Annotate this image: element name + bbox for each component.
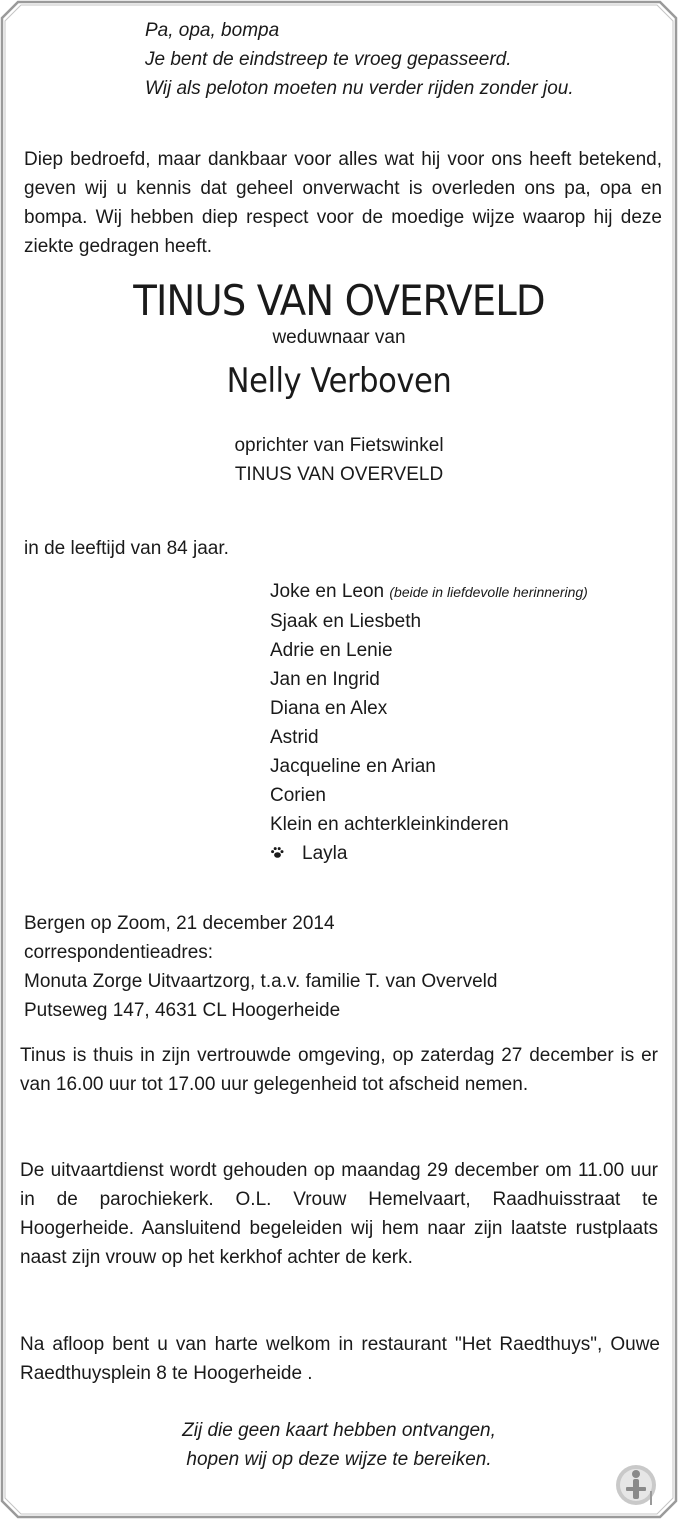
place-date: Bergen op Zoom, 21 december 2014 (24, 913, 335, 934)
family-member: Diana en Alex (270, 698, 388, 719)
family-member: Adrie en Lenie (270, 640, 393, 661)
paw-icon (270, 845, 284, 859)
deceased-name: TINUS VAN OVERVELD (133, 276, 545, 325)
poem-line-1: Pa, opa, bompa (145, 20, 280, 41)
intro-paragraph: Diep bedroefd, maar dankbaar voor alles wat hij voor ons heeft betekend, geven wij u kennis dat geheel onverwacht is overleden ons pa, opa en bompa. Wij hebben diep respect voor de moedige wijze waarop hij deze ziekte gedragen heeft. (24, 149, 662, 257)
poem-line-2: Je bent de eindstreep te vroeg gepasseerd. (145, 49, 512, 70)
family-list (270, 577, 588, 868)
family-member: Corien (270, 785, 326, 806)
closing-line-2: hopen wij op deze wijze te bereiken. (186, 1449, 492, 1470)
service-paragraph: De uitvaartdienst wordt gehouden op maandag 29 december om 11.00 uur in de parochiekerk. O.L. Vrouw Hemelvaart, Raadhuisstraat te Hoogerheide. Aansluitend begeleiden wij hem naar zijn laatste rustplaats naast zijn vrouw op het kerkhof achter de kerk. (20, 1160, 658, 1268)
relation-text: weduwnaar van (272, 327, 406, 348)
role-line-1: oprichter van Fietswinkel (234, 435, 444, 456)
closing-line-1: Zij die geen kaart hebben ontvangen, (182, 1420, 496, 1441)
age-line: in de leeftijd van 84 jaar. (24, 538, 229, 559)
farewell-paragraph: Tinus is thuis in zijn vertrouwde omgeving, op zaterdag 27 december is er van 16.00 uur tot 17.00 uur gelegenheid tot afscheid nemen. (20, 1045, 658, 1095)
address-line-2: Putseweg 147, 4631 CL Hoogerheide (24, 1000, 341, 1021)
publisher-logo-icon (614, 1461, 658, 1509)
pet-name: Layla (302, 843, 348, 864)
spouse-name: Nelly Verboven (226, 361, 452, 401)
family-member: Astrid (270, 727, 319, 748)
address-label: correspondentieadres: (24, 942, 214, 963)
family-member: Jan en Ingrid (270, 669, 380, 690)
family-member: Sjaak en Liesbeth (270, 611, 422, 632)
family-member-note: (beide in liefdevolle herinnering) (389, 584, 588, 600)
family-member: Jacqueline en Arian (270, 756, 436, 777)
after-paragraph: Na afloop bent u van harte welkom in restaurant "Het Raedthuys", Ouwe Raedthuysplein 8 te Hoogerheide . (20, 1334, 660, 1384)
family-member: Klein en achterkleinkinderen (270, 814, 509, 835)
family-member (270, 577, 588, 607)
family-pet (270, 839, 588, 868)
role-line-2: TINUS VAN OVERVELD (234, 464, 444, 485)
family-member-name: Joke en Leon (270, 581, 385, 602)
poem-line-3: Wij als peloton moeten nu verder rijden zonder jou. (145, 78, 574, 99)
address-line-1: Monuta Zorge Uitvaartzorg, t.a.v. familie T. van Overveld (24, 971, 498, 992)
